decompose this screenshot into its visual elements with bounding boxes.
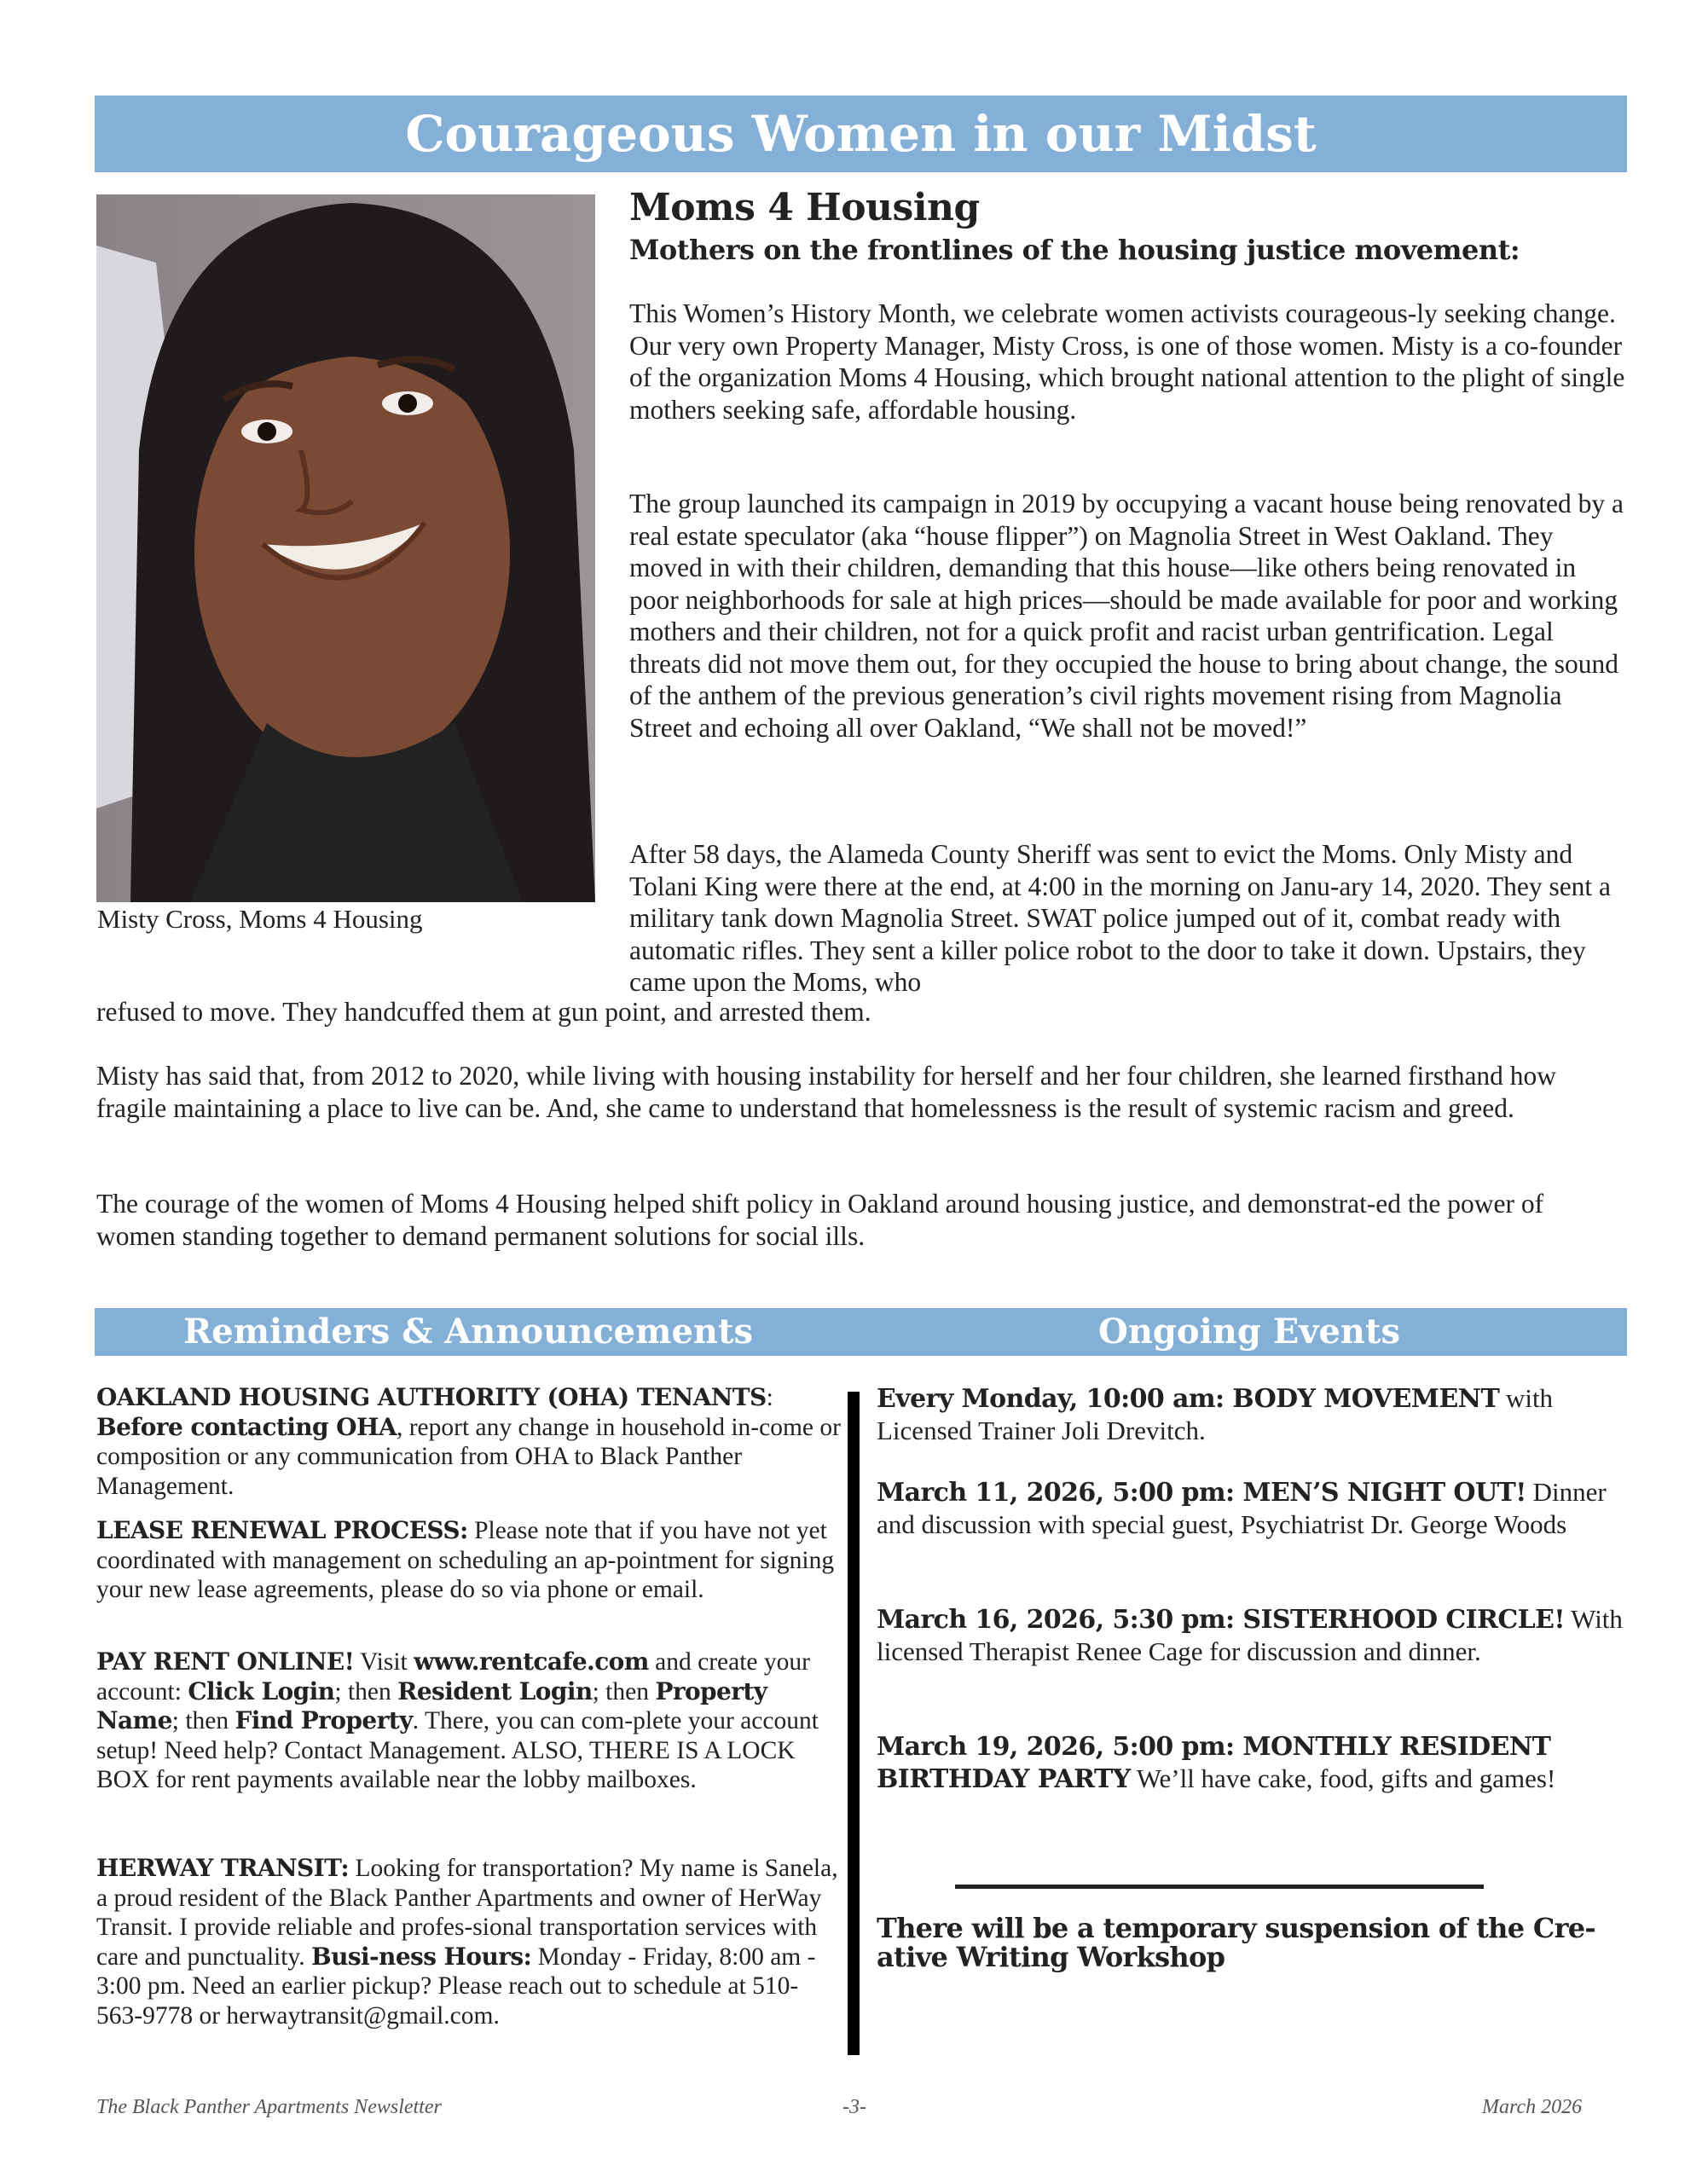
reminder-rent [96, 1647, 847, 1795]
rent-step: Click Login [188, 1676, 335, 1705]
event-item [877, 1476, 1627, 1540]
business-hours-label: Busi-ness Hours: [311, 1942, 532, 1971]
reminder-heading: LEASE RENEWAL PROCESS: [96, 1516, 468, 1544]
event-body: with Licensed Trainer Joli Drevitch. [877, 1383, 1554, 1445]
event-heading: March 11, 2026, 5:00 pm: MEN’S NIGHT OUT! [877, 1478, 1526, 1508]
reminder-text: and create your account: [96, 1648, 810, 1705]
photo-caption: Misty Cross, Moms 4 Housing [97, 904, 423, 934]
workshop-suspension-notice: There will be a temporary suspension of the Cre-ative Writing Workshop [877, 1912, 1595, 1973]
rent-step: Find Property [234, 1706, 413, 1734]
page-title-banner [95, 96, 1627, 172]
footer-date: March 2026 [1482, 2096, 1583, 2118]
reminder-colon: : [766, 1384, 773, 1411]
reminder-body: , report any change in household in-come or composition or any communication from OHA to Black Panther Management. [96, 1413, 841, 1500]
rentcafe-link[interactable]: www.rentcafe.com [414, 1647, 649, 1676]
reminder-text: ; then [171, 1707, 235, 1734]
reminder-heading: PAY RENT ONLINE! [96, 1647, 355, 1676]
column-divider [848, 1392, 860, 2055]
article-paragraph: This Women’s History Month, we celebrate women activists courageous-ly seeking change. Our very own Property Manager, Misty Cross, is one of those women. Misty is a co-founder of the organization Moms 4 Housing, which brought national attention to the plight of single mothers seeking safe, affordable housing. [629, 298, 1625, 425]
reminder-text: Visit [354, 1648, 414, 1676]
article-paragraph: Misty has said that, from 2012 to 2020, while living with housing instability for herself and her four children, she learned firsthand how fragile maintaining a place to live can be. And, she came to understand that homelessness is the result of systemic racism and greed. [96, 1061, 1557, 1123]
event-heading: March 16, 2026, 5:30 pm: SISTERHOOD CIRCLE! [877, 1605, 1565, 1635]
reminder-oha [96, 1383, 847, 1501]
reminders-title: Reminders & Announcements [183, 1312, 753, 1352]
footer-publication: The Black Panther Apartments Newsletter [96, 2096, 442, 2118]
event-body: We’ll have cake, food, gifts and games! [1130, 1763, 1556, 1793]
events-title: Ongoing Events [1098, 1312, 1401, 1352]
event-item [877, 1730, 1627, 1795]
event-body: Dinner and discussion with special guest, Psychiatrist Dr. George Woods [877, 1477, 1607, 1539]
event-body: With licensed Therapist Renee Cage for discussion and dinner. [877, 1604, 1623, 1666]
notice-divider [955, 1885, 1484, 1889]
article-paragraph: After 58 days, the Alameda County Sheriff was sent to evict the Moms. Only Misty and Tolani King were there at the end, at 4:00 in the morning on Janu-ary 14, 2020. They sent a military tank down Magnolia Street. SWAT police jumped out of it, combat ready with automatic rifles. They sent a killer police robot to the door to take it down. Upstairs, they came upon the Moms, who [629, 839, 1612, 997]
reminder-heading: HERWAY TRANSIT: [96, 1854, 350, 1882]
reminder-heading: OAKLAND HOUSING AUTHORITY (OHA) TENANTS [96, 1383, 767, 1411]
event-heading: March 19, 2026, 5:00 pm: MONTHLY RESIDENT BIRTHDAY PARTY [877, 1732, 1551, 1794]
article-subtitle: Mothers on the frontlines of the housing justice movement: [629, 234, 1520, 266]
reminder-text: ; then [592, 1677, 656, 1705]
event-item [877, 1382, 1627, 1446]
event-item [877, 1603, 1627, 1667]
reminder-herway [96, 1854, 847, 2030]
reminder-lead: Before contacting OHA [96, 1412, 397, 1441]
reminder-body: Monday - Friday, 8:00 am - 3:00 pm. Need an earlier pickup? Please reach out to schedule at 510- 563-9778 or herwaytransit@gmail.com. [96, 1943, 816, 2030]
article-paragraph: The courage of the women of Moms 4 Housing helped shift policy in Oakland around housing justice, and demonstrat-ed the power of women standing together to demand permanent solutions for social ills. [96, 1189, 1544, 1251]
rent-step: Property Name [96, 1676, 767, 1734]
portrait-photo [96, 194, 595, 902]
event-heading: Every Monday, 10:00 am: BODY MOVEMENT [877, 1384, 1500, 1414]
article-paragraph: refused to move. They handcuffed them at gun point, and arrested them. [96, 997, 871, 1027]
reminder-body: Looking for transportation? My name is Sanela, a proud resident of the Black Panther Apartments and owner of HerWay Transit. I provide reliable and profes-sional transportation services with care and punctuality. [96, 1855, 838, 1971]
reminder-body: Please note that if you have not yet coordinated with management on scheduling an ap-pointment for signing your new lease agreements, please do so via phone or email. [96, 1517, 835, 1603]
reminder-text: ; then [334, 1677, 398, 1705]
footer-page-number: -3- [842, 2096, 866, 2118]
reminder-lease [96, 1516, 847, 1605]
page-title: Courageous Women in our Midst [405, 105, 1317, 163]
events-banner [853, 1308, 1627, 1356]
reminder-text: . There, you can com-plete your account setup! Need help? Contact Management. ALSO, THERE IS A LOCK BOX for rent payments available near the lobby mailboxes. [96, 1707, 819, 1793]
rent-step: Resident Login [397, 1676, 593, 1705]
article-paragraph: The group launched its campaign in 2019 by occupying a vacant house being renovated by a real estate speculator (aka “house flipper”) on Magnolia Street in West Oakland. They moved in with their children, demanding that this house—like others being renovated in poor neighborhoods for sale at high prices—should be made available for poor and working mothers and their children, not for a quick profit and racist urban gentrification. Legal threats did not move them out, for they occupied the house to bring about change, the sound of the anthem of the previous generation’s civil rights movement rising from Magnolia Street and echoing all over Oakland, “We shall not be moved!” [629, 489, 1624, 743]
portrait-illustration [96, 194, 595, 902]
reminders-banner [95, 1308, 853, 1356]
article-title: Moms 4 Housing [629, 186, 980, 229]
